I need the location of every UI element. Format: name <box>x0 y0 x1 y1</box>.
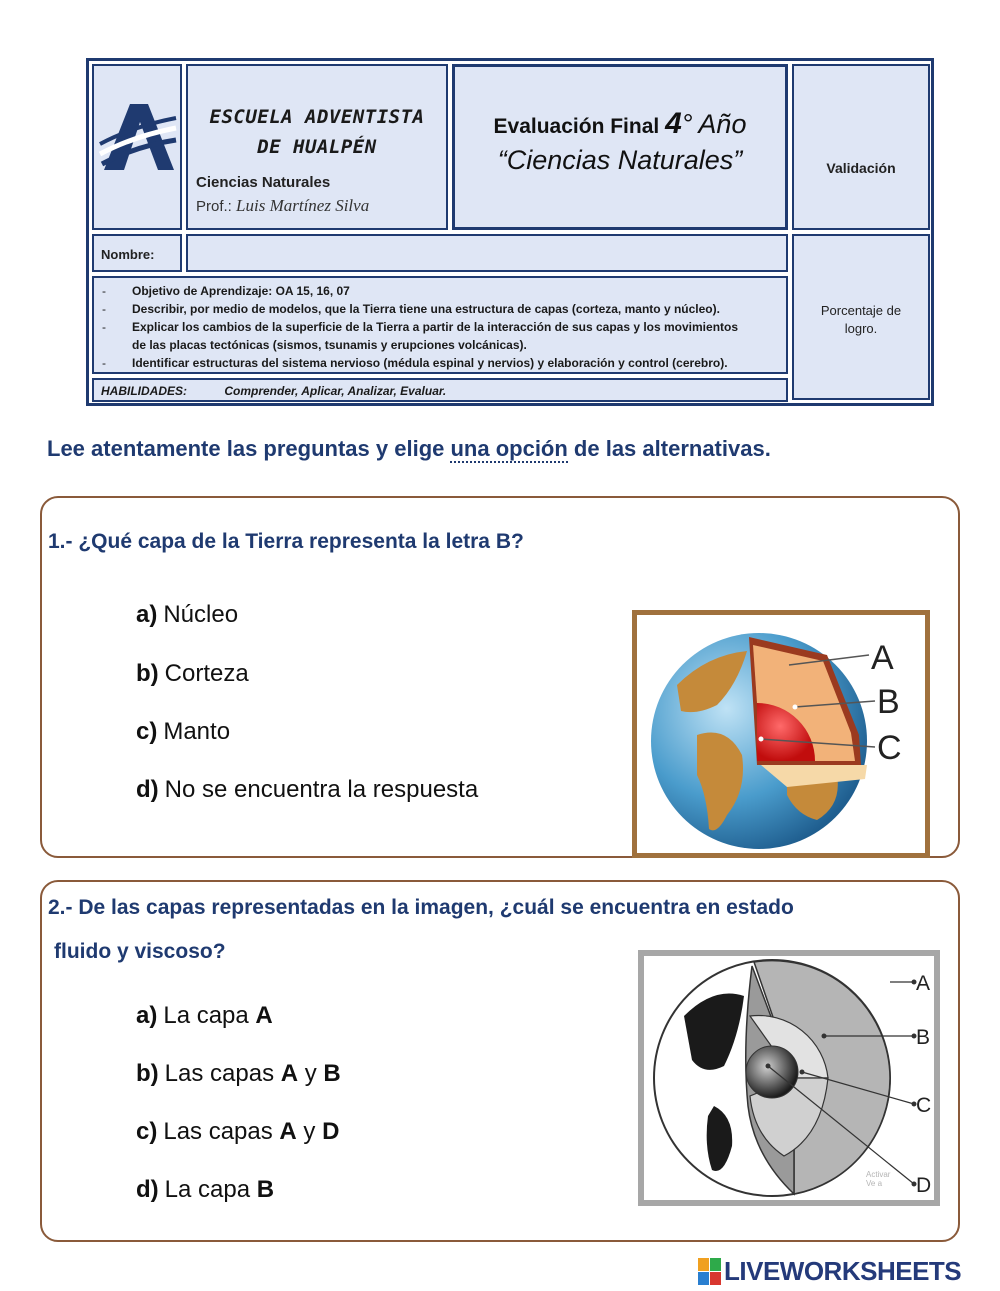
evaluation-cell <box>452 64 788 230</box>
skills-list: Comprender, Aplicar, Analizar, Evaluar. <box>224 384 447 398</box>
subject-label: Ciencias Naturales <box>196 174 331 191</box>
liveworksheets-logo-icon <box>698 1258 722 1286</box>
option-text: No se encuentra la respuesta <box>164 776 479 803</box>
liveworksheets-brand: LIVEWORKSHEETS <box>724 1256 962 1286</box>
skills-cell <box>92 378 788 402</box>
objective-item-continuation: de las placas tectónicas (sismos, tsunamis y erupciones volcánicas). <box>132 338 527 352</box>
watermark-line2: Ve a <box>866 1179 883 1188</box>
instruction-underlined: una opción <box>450 436 568 461</box>
option-text: Las capas <box>163 1118 280 1145</box>
percentage-cell <box>792 234 930 400</box>
label-c: C <box>877 729 902 767</box>
name-field[interactable] <box>186 234 788 272</box>
option-text: Núcleo <box>163 601 239 628</box>
school-name-line1: ESCUELA ADVENTISTA <box>209 106 425 128</box>
earth-layers-image-1 <box>632 610 930 858</box>
q2-option-b[interactable] <box>136 1060 341 1088</box>
label-d: D <box>916 1174 932 1197</box>
label-c: C <box>916 1094 932 1117</box>
school-cell <box>186 64 448 230</box>
option-letter: d) <box>136 1176 159 1203</box>
question-1-title: 1.- ¿Qué capa de la Tierra representa la letra B? <box>48 530 524 553</box>
option-bold-layer: D <box>322 1118 340 1145</box>
option-text: Las capas <box>164 1060 281 1087</box>
label-a: A <box>871 639 894 677</box>
option-letter: b) <box>136 660 159 687</box>
question-1-box <box>40 496 960 858</box>
professor-label: Prof.: <box>196 198 232 215</box>
q2-option-c[interactable] <box>136 1118 339 1146</box>
q1-option-d[interactable] <box>136 776 478 804</box>
option-bold-layer: A <box>279 1118 297 1145</box>
option-text-mid: y <box>296 1118 323 1145</box>
school-name-line2: DE HUALPÉN <box>257 136 377 158</box>
objective-item: - Objetivo de Aprendizaje: OA 15, 16, 07 <box>102 282 738 300</box>
liveworksheets-footer[interactable] <box>698 1256 994 1286</box>
skills-line <box>101 384 446 398</box>
question-2-title-line2: fluido y viscoso? <box>54 940 226 963</box>
watermark-line1: Activar <box>866 1170 891 1179</box>
earth-cutaway-icon <box>637 615 925 853</box>
name-label: Nombre: <box>101 247 155 262</box>
q2-option-d[interactable] <box>136 1176 274 1204</box>
header-table <box>86 58 934 406</box>
evaluation-title-text: Evaluación Final <box>493 115 660 138</box>
validation-cell <box>792 64 930 230</box>
option-text: Corteza <box>164 660 249 687</box>
evaluation-title <box>455 107 785 141</box>
option-text: La capa <box>164 1176 257 1203</box>
instruction-after: de las alternativas. <box>567 436 771 461</box>
option-letter: a) <box>136 601 158 628</box>
label-b: B <box>877 683 900 721</box>
evaluation-year: Año <box>698 109 747 139</box>
objectives-cell <box>92 276 788 374</box>
validation-label: Validación <box>826 160 896 176</box>
option-letter: a) <box>136 1002 158 1029</box>
option-letter: d) <box>136 776 159 803</box>
professor-line <box>196 196 369 216</box>
name-label-cell <box>92 234 182 272</box>
objective-item: - Describir, por medio de modelos, que la Tierra tiene una estructura de capas (corteza, manto y núcleo). <box>102 300 738 318</box>
option-text-mid: y <box>298 1060 324 1087</box>
activation-watermark <box>866 1170 890 1188</box>
evaluation-subject: “Ciencias Naturales” <box>497 145 743 175</box>
option-letter: c) <box>136 1118 158 1145</box>
option-text: La capa <box>163 1002 256 1029</box>
q1-option-b[interactable] <box>136 660 249 688</box>
school-logo-icon <box>94 66 180 228</box>
q1-option-a[interactable] <box>136 601 238 629</box>
logo-cell <box>92 64 182 230</box>
option-letter: c) <box>136 718 158 745</box>
objective-item: - Explicar los cambios de la superficie de la Tierra a partir de la interacción de sus capas y los movimientos <box>102 318 738 336</box>
option-bold-layer: A <box>280 1060 299 1087</box>
label-b: B <box>916 1026 931 1049</box>
instruction-text <box>47 436 771 462</box>
degree-symbol: ° <box>681 109 693 139</box>
evaluation-grade-number: 4 <box>665 107 682 140</box>
earth-cutaway-grayscale-icon <box>644 956 934 1200</box>
question-2-title-line1: 2.- De las capas representadas en la imagen, ¿cuál se encuentra en estado <box>48 896 794 919</box>
option-bold-layer: B <box>256 1176 275 1203</box>
earth-layers-image-2 <box>638 950 940 1206</box>
school-name <box>188 102 446 162</box>
skills-label: HABILIDADES: <box>101 384 187 398</box>
percentage-label-line1: Porcentaje de <box>820 303 902 318</box>
percentage-label <box>794 302 928 338</box>
option-bold-layer: A <box>255 1002 273 1029</box>
objective-item: - Identificar estructuras del sistema nervioso (médula espinal y nervios) y elaboración y control (cerebro). <box>102 354 738 372</box>
option-bold-layer: B <box>323 1060 341 1087</box>
question-2-box <box>40 880 960 1242</box>
percentage-label-line2: logro. <box>844 321 878 336</box>
option-letter: b) <box>136 1060 159 1087</box>
instruction-before: Lee atentamente las preguntas y elige <box>47 436 451 461</box>
option-text: Manto <box>163 718 231 745</box>
q2-option-a[interactable] <box>136 1002 273 1030</box>
objectives-list <box>102 282 738 372</box>
q1-option-c[interactable] <box>136 718 230 746</box>
label-a: A <box>916 972 931 995</box>
professor-name: Luis Martínez Silva <box>236 196 370 215</box>
